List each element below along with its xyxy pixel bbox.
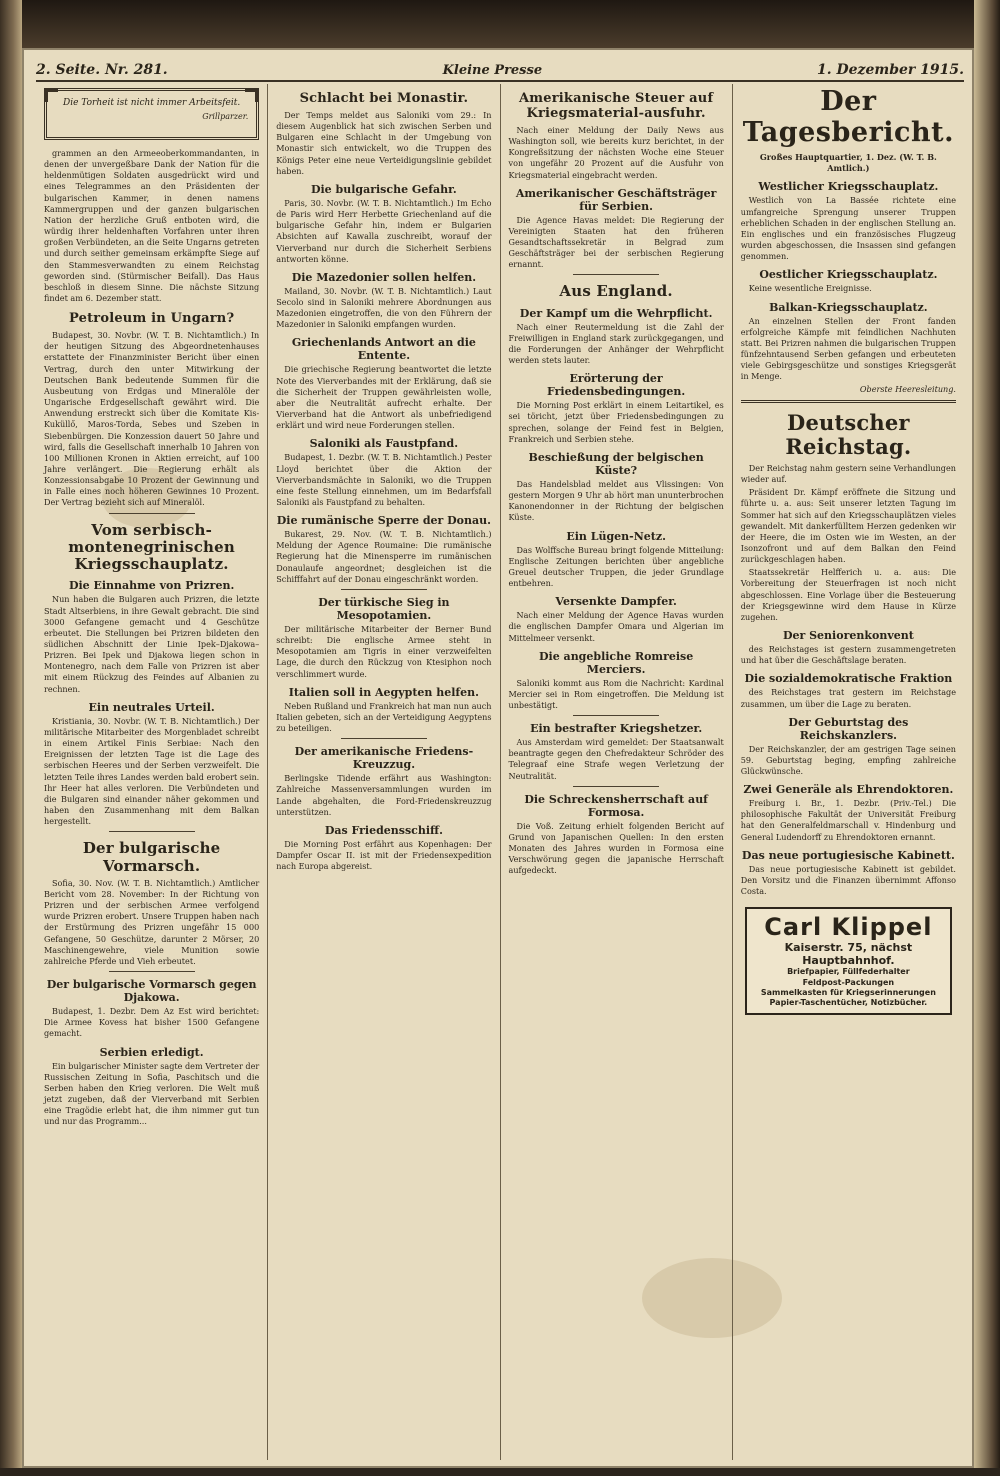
advertisement — [745, 907, 952, 1015]
divider — [573, 715, 659, 716]
headline: Die Einnahme von Prizren. — [68, 579, 235, 593]
article-text: Nach einer Meldung der Daily News aus Washington soll, wie bereits kurz berichtet, in der Kongreßsitzung der nächsten Woche eine Steuer von ungefähr 20 Prozent auf die Ausfuhr von Kriegsmaterial eingebracht werden. — [508, 124, 724, 180]
ad-line: Sammelkasten für Kriegserinnerungen — [760, 988, 936, 998]
corner-ornament-icon — [45, 89, 58, 102]
headline: Die bulgarische Gefahr. — [310, 182, 457, 196]
headline: Griechenlands Antwort an die Entente. — [291, 336, 476, 363]
headline: Amerikanische Steuer auf Kriegsmaterial-ausfuhr. — [519, 91, 714, 121]
article-text: des Reichstages trat gestern im Reichstage zusammen, um über die Lage zu beraten. — [740, 687, 956, 709]
section-headline: Vom serbisch-montenegrinischen Kriegsschauplatz. — [68, 520, 235, 574]
article-text: Neben Rußland und Frankreich hat man nun auch Italien gebeten, sich an der Verteidigung Aegyptens zu beteiligen. — [276, 700, 492, 734]
ad-address: Kaiserstr. 75, nächst Hauptbahnhof. — [784, 941, 913, 968]
article-text: Das neue portugiesische Kabinett ist gebildet. Den Vorsitz und die Finanzen übernimmt Affonso Costa. — [740, 863, 956, 897]
headline: Ein bestrafter Kriegshetzer. — [530, 722, 703, 736]
article-text: Budapest, 1. Dezbr. (W. T. B. Nichtamtlich.) Pester Lloyd berichtet über die Aktion der Vierverbandsmächte in Saloniki, wo die Truppen eine feste Stellung einnehmen, um im Bedarfsfall Saloniki als Faustpfand zu behalten. — [276, 452, 492, 507]
article-text: Die Morning Post erfährt aus Kopenhagen: Der Dampfer Oscar II. ist mit der Friedensexpedition nach Europa abgereist. — [276, 838, 492, 872]
scan-bottom-border — [0, 1468, 1000, 1476]
article-text: Freiburg i. Br., 1. Dezbr. (Priv.-Tel.) Die philosophische Fakultät der Universität Freiburg hat den Generalfeldmarschall v. Hindenburg und General Ludendorff zu Ehrendoktoren ernannt. — [740, 798, 956, 842]
headline: Oestlicher Kriegsschauplatz. — [759, 268, 938, 282]
book-spine-left — [0, 0, 22, 1476]
headline: Serbien erledigt. — [99, 1045, 204, 1059]
divider — [109, 971, 195, 972]
ad-line: Briefpapier, Füllfederhalter — [787, 967, 910, 977]
headline: Die Mazedonier sollen helfen. — [291, 270, 477, 284]
headline: Das neue portugiesische Kabinett. — [741, 848, 955, 862]
headline: Der bulgarische Vormarsch. — [82, 839, 221, 875]
article-text: Die Agence Havas meldet: Die Regierung der Vereinigten Staaten hat den früheren Gesandtschaftssekretär in Belgrad zum Geschäftsträger bei der serbischen Regierung ernannt. — [508, 214, 724, 270]
divider — [109, 831, 195, 832]
divider — [341, 738, 427, 739]
article-text: Kristiania, 30. Novbr. (W. T. B. Nichtamtlich.) Der militärische Mitarbeiter des Morgenbladet schreibt in einem Artikel Finis Serbiae: Nach den Ereignissen der letzten Tage ist die Lage des serbischen Heeres und der Serben verzweifelt. Die letzten Teile ihres Landes werden bald erobert sein. Ihr Heer hat alles verloren. Die Verbündeten und die Bulgaren sind einander näher gekommen und haben den Zusammenhang mit dem Balkan hergestellt. — [44, 715, 260, 827]
headline: Der Geburtstag des Reichskanzlers. — [788, 715, 909, 742]
headline: Der bulgarische Vormarsch gegen Djakowa. — [46, 978, 257, 1005]
article-text: Der Temps meldet aus Saloniki vom 29.: In diesem Augenblick hat sich zwischen Serben und Bulgaren eine Schlacht in der Umgebung von Monastir sich entwickelt, wo die Truppen des Königs Peter eine neue Verteidigungslinie gebildet haben. — [276, 109, 492, 176]
headline: Der Seniorenkonvent — [782, 629, 914, 643]
columns — [36, 84, 964, 1460]
quote-text: Die Torheit ist nicht immer Arbeitsfeit. — [63, 98, 241, 108]
headline: Der amerikanische Friedens-Kreuzzug. — [294, 745, 474, 772]
column-2 — [268, 84, 500, 1460]
article-text: Budapest, 30. Novbr. (W. T. B. Nichtamtlich.) In der heutigen Sitzung des Abgeordnetenhauses erstattete der Finanzminister Bericht über einen Vertrag, durch den unter Mitwirkung der Deutschen Bank bedeutende Summen für die Ausbeutung von Erdgas und Mineralöle der Ungarische Erdgesellschaft gewährt wird. Die Anwendung erstreckt sich über die Komitate Kis-Kuküllő, Maros-Torda, Sebes und Szeben in Siebenbürgen. Die Konzession dauert 50 Jahre und wird, falls die Gesellschaft innerhalb 10 Jahren von 100 Millionen Kronen in Aktien erreicht, auf 100 Jahre verlängert. Die Regierung erhält als Konzessionsabgabe 10 Prozent der Gewinnung und in Falle eines noch höheren Gewinnes 10 Prozent. Der Vertrag bezieht sich auf Mineralöl. — [44, 330, 260, 508]
headline: Balkan-Kriegsschauplatz. — [769, 300, 928, 314]
article-text: Das Wolffsche Bureau bringt folgende Mitteilung: Englische Zeitungen berichten über angebliche Greuel deutscher Truppen, die jeder Grundlage entbehren. — [508, 544, 724, 589]
article-text: Saloniki kommt aus Rom die Nachricht: Kardinal Mercier sei in Rom eingetroffen. Die Meldung ist unbestätigt. — [508, 677, 724, 710]
subtitle: Großes Hauptquartier, 1. Dez. (W. T. B. Amtlich.) — [759, 152, 937, 174]
issue-date: 1. Dezember 1915. — [817, 62, 964, 78]
article-text: Bukarest, 29. Nov. (W. T. B. Nichtamtlich.) Meldung der Agence Roumaine: Die rumänische Regierung hat die Minensperre im rumänischen Donaulaufe angeordnet; desgleichen ist die Schifffahrt auf der Donau eingeschränkt worden. — [276, 529, 492, 584]
signature: Oberste Heeresleitung. — [859, 384, 956, 395]
article-text: Sofia, 30. Nov. (W. T. B. Nichtamtlich.) Amtlicher Bericht vom 28. November: In der Richtung von Prizren und der serbischen Armee verfolgend wurde Prizren erobert. Unsere Truppen haben nach der Erstürmung des Prizren ungefähr 15 000 Gefangene, 50 Geschütze, darunter 2 Mörser, 20 Maschinengewehre, viele Munition sowie zahlreiche Pferde und Vieh erbeutet. — [44, 877, 260, 966]
headline: Die Schreckensherrschaft auf Formosa. — [524, 792, 708, 819]
column-4 — [733, 84, 964, 1460]
article-text: Westlich von La Bassée richtete eine umfangreiche Sprengung unserer Truppen erheblichen Schaden in der englischen Stellung an. Ein englisches und ein französisches Flugzeug wurden abgeschossen, die Insassen sind gefangen genommen. — [740, 195, 956, 262]
headline: Saloniki als Faustpfand. — [309, 437, 459, 451]
book-edge-right — [974, 0, 1000, 1476]
article-text: An einzelnen Stellen der Front fanden erfolgreiche Kämpfe mit feindlichen Nachhuten statt. Bei Prizren nahmen die bulgarischen Truppen fünfzehntausend Serben gefangen und erbeuteten viele Gebirgsgeschütze und sonstiges Kriegsgerät in Menge. — [740, 315, 956, 382]
headline: Das Friedensschiff. — [324, 823, 443, 837]
article-text: Präsident Dr. Kämpf eröffnete die Sitzung und führte u. a. aus: Seit unserer letzten Tagung im Sommer hat sich auf den Kriegsschauplätzen vieles gewandelt. Mit dankerfülltem Herzen gedenken wir der Heere, die im Osten wie im Westen, an der Isonzofront und auf dem Balkan den Feind zurückgeschlagen haben. — [740, 487, 956, 565]
divider — [573, 274, 659, 275]
headline: Erörterung der Friedensbedingungen. — [547, 372, 686, 399]
article-text: Budapest, 1. Dezbr. Dem Az Est wird berichtet: Die Armee Kovess hat bisher 1500 Gefangene gemacht. — [44, 1006, 260, 1039]
divider — [573, 786, 659, 787]
article-text: Nach einer Reutermeldung ist die Zahl der Freiwilligen in England stark zurückgegangen, und die Forderungen der Anhänger der Wehrpflicht werden stets lauter. — [508, 321, 724, 366]
headline: Schlacht bei Monastir. — [299, 91, 469, 106]
article-text: Aus Amsterdam wird gemeldet: Der Staatsanwalt beantragte gegen den Chefredakteur Schröder des Telegraaf eine Strafe wegen Verletzung der Neutralität. — [508, 737, 724, 781]
headline: Amerikanischer Geschäftsträger für Serbien. — [515, 186, 717, 213]
headline: Versenkte Dampfer. — [555, 595, 677, 609]
article-text: Der Reichskanzler, der am gestrigen Tage seinen 59. Geburtstag beging, empfing zahlreiche Glückwünsche. — [740, 743, 956, 776]
article-text: Mailand, 30. Novbr. (W. T. B. Nichtamtlich.) Laut Secolo sind in Saloniki mehrere Abordnungen aus Mazedonien eingetroffen, die von den Führern der Mazedonier in Saloniki empfangen wurden. — [276, 285, 492, 330]
quote-author: Grillparzer. — [202, 112, 249, 122]
page-header — [36, 60, 964, 82]
headline: Zwei Generäle als Ehrendoktoren. — [743, 783, 954, 797]
ad-line: Feldpost-Packungen — [802, 977, 895, 987]
article-text: Die Voß. Zeitung erhielt folgenden Bericht auf Grund von Japanischen Quellen: In den ersten Monaten des Jahres wurden in Formosa eine Verschwörung gegen die japanische Herrschaft aufgedeckt. — [508, 820, 724, 876]
newspaper-page — [22, 48, 974, 1468]
page-title: Der Tagesbericht. — [742, 86, 954, 149]
headline: Die rumänische Sperre der Donau. — [276, 514, 491, 528]
headline: Der Kampf um die Wehrpflicht. — [519, 306, 713, 320]
divider — [109, 513, 195, 514]
article-text: Die griechische Regierung beantwortet die letzte Note des Vierverbandes mit der Erklärung, daß sie die Sicherheit der Truppen gewährleisten wolle, aber die Neutralität aufrecht erhalte. Der Vierverband hat die Antwort als unbefriedigend erklärt und wird neue Forderungen stellen. — [276, 364, 492, 431]
divider — [741, 400, 956, 403]
headline: Die angebliche Romreise Merciers. — [539, 649, 694, 676]
article-text: Die Morning Post erklärt in einem Leitartikel, es sei töricht, jetzt über Friedensbedingungen zu sprechen, solange der Feind fest in Belgien, Frankreich und Serbien stehe. — [508, 400, 724, 444]
headline: Ein Lügen-Netz. — [566, 529, 666, 543]
headline: Westlicher Kriegsschauplatz. — [758, 180, 939, 194]
article-text: Staatssekretär Helfferich u. a. aus: Die Vorbereitung der Steuerfragen ist noch nicht abgeschlossen. Eine Vorlage über die Besteuerung der Kriegsgewinne wird dem Hause in Kürze zugehen. — [740, 567, 956, 622]
article-text: Nun haben die Bulgaren auch Prizren, die letzte Stadt Altserbiens, in ihre Gewalt gebracht. Die sind 3000 Gefangene gemacht und 4 Geschütze erbeutet. Die Stellungen bei Prizren bildeten den südlichen Abschnitt der Linie Ipek–Djakowa–Prizren. Bei Ipek und Djakowa liegen schon in Montenegro, nach dem Falle von Prizren ist aber mit einem Rückzug des Feindes auf Albanien zu rechnen. — [44, 594, 260, 694]
column-3 — [501, 84, 733, 1460]
article-text: Paris, 30. Novbr. (W. T. B. Nichtamtlich.) Im Echo de Paris wird Herr Herbette Griechenland auf die bulgarische Gefahr hin, indem er Bulgarien Absichten auf Kawalla zuschreibt, worauf der Vierverband nur durch die Sicherheit Serbiens antworten könne. — [276, 197, 492, 264]
ad-company-name: Carl Klippel — [764, 913, 933, 942]
article-text: Keine wesentliche Ereignisse. — [748, 283, 872, 294]
article-text: Nach einer Meldung der Agence Havas wurden die englischen Dampfer Omara und Algerian im Mittelmeer versenkt. — [508, 610, 724, 643]
page-number: 2. Seite. Nr. 281. — [36, 62, 168, 78]
divider — [341, 589, 427, 590]
article-text: Berlingske Tidende erfährt aus Washington: Zahlreiche Massenversammlungen wurden im Lande abgehalten, die Ford-Friedenskreuzzug unterstützen. — [276, 773, 492, 817]
scan-top-border — [0, 0, 1000, 48]
column-1 — [36, 84, 268, 1460]
corner-ornament-icon — [245, 89, 258, 102]
article-text: Ein bulgarischer Minister sagte dem Vertreter der Russischen Zeitung in Sofia, Paschitsch und die Serben haben den Krieg verloren. Die Welt muß jetzt zugeben, daß der Vierverband mit Serbien eine Tragödie erlebt hat, die ihm nimmer gut tun und nur das Programm... — [44, 1060, 260, 1127]
ad-line: Papier-Taschentücher, Notizbücher. — [769, 998, 928, 1008]
article-text: Der Reichstag nahm gestern seine Verhandlungen wieder auf. — [740, 462, 956, 485]
section-headline: Aus England. — [559, 282, 673, 301]
article-text: Der militärische Mitarbeiter der Berner Bund schreibt: Die englische Armee steht in Mesopotamien am Tigris in einer verzweifelten Lage, die durch den Rückzug von Ktesiphon noch verschlimmert wurde. — [276, 623, 492, 679]
headline: Die sozialdemokratische Fraktion — [744, 672, 953, 686]
headline: Der türkische Sieg in Mesopotamien. — [318, 595, 450, 622]
article-text: des Reichstages ist gestern zusammengetreten und hat über die Geschäftslage beraten. — [740, 644, 956, 666]
headline: Petroleum in Ungarn? — [68, 311, 235, 327]
article-text: Das Handelsblad meldet aus Vlissingen: Von gestern Morgen 9 Uhr ab hört man ununterbrochen Kanonendonner in der Richtung der belgischen Küste. — [508, 478, 724, 523]
quote-box — [44, 88, 259, 140]
section-headline: Deutscher Reichstag. — [785, 409, 912, 459]
article-text: grammen an den Armeeoberkommandanten, in denen der unvergeßbare Dank der Nation für die heldenmütigen Soldaten ausgedrückt wird und eines Telegrammes an den Präsidenten der bulgarischen Kammer, in denen namens Kammergruppen und der ganzen bulgarischen Nation der herzliche Gruß entboten wird, die würdig ihrer heldenhaften Vorfahren unter ihren großen Verbündeten, an die Seite Ungarns getreten und durch seither gemeinsam erkämpfte Siege auf den Stammesverwandten zu einem Reichstag geworden sind. (Stürmischer Beifall). Das Haus beschloß in diesem Sinne. Die nächste Sitzung findet am 6. Dezember statt. — [44, 148, 260, 304]
headline: Ein neutrales Urteil. — [88, 700, 215, 714]
headline: Beschießung der belgischen Küste? — [528, 450, 704, 477]
newspaper-name: Kleine Presse — [442, 62, 543, 78]
headline: Italien soll in Aegypten helfen. — [288, 685, 479, 699]
